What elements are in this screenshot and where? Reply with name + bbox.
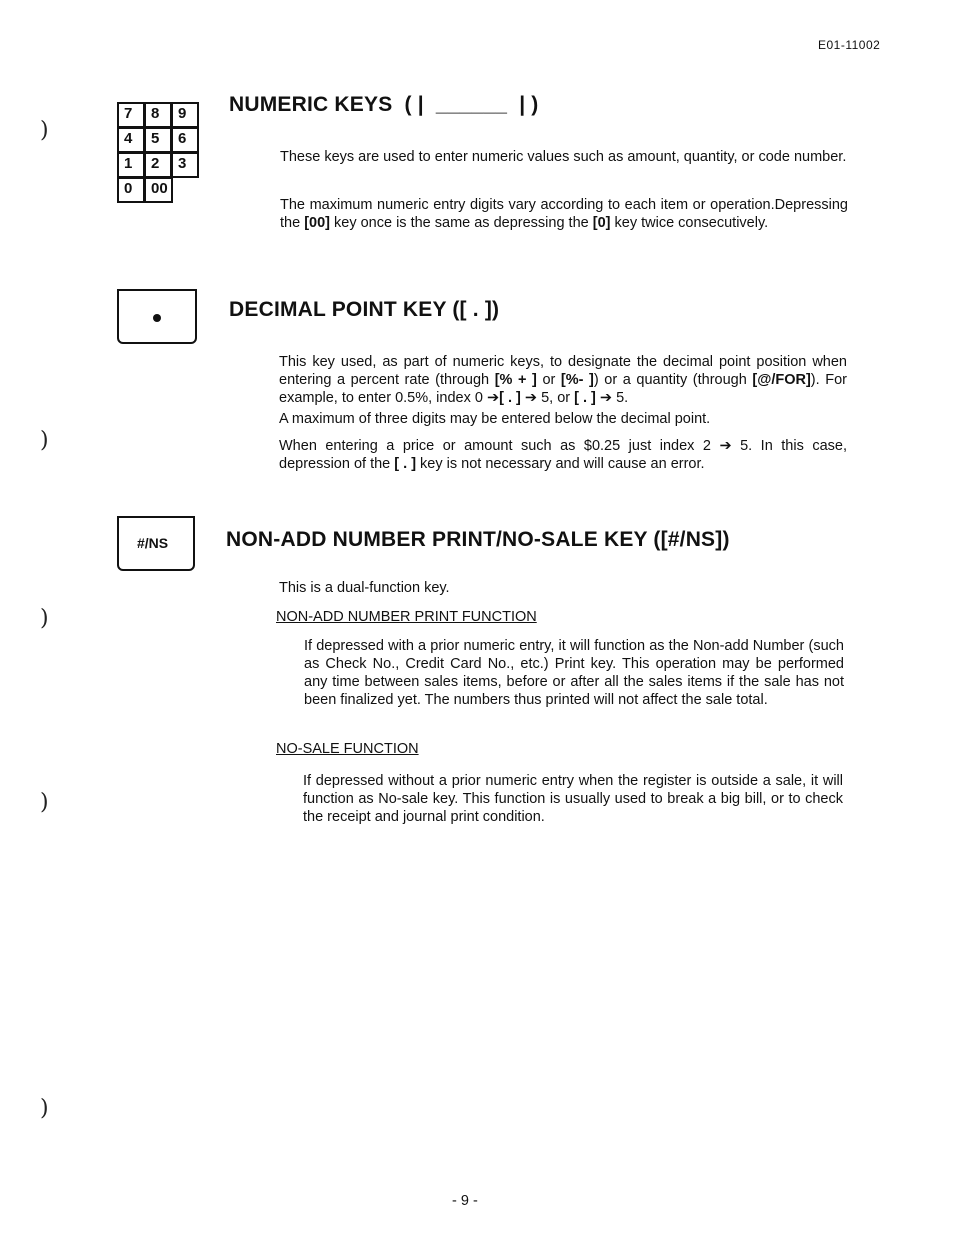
keypad-key: 7 bbox=[117, 102, 145, 128]
keypad-key: 9 bbox=[171, 102, 199, 128]
section-title-numeric-keys: NUMERIC KEYS ( | ______ | ) bbox=[229, 93, 539, 116]
document-id: E01-11002 bbox=[818, 38, 881, 52]
arrow-icon: ➔ bbox=[524, 390, 538, 406]
numeric-keypad-icon bbox=[117, 102, 199, 204]
arrow-icon: ➔ bbox=[486, 390, 500, 406]
non-add-intro: This is a dual-function key. bbox=[279, 580, 450, 596]
keypad-key: 3 bbox=[171, 152, 199, 178]
numeric-keys-paragraph-2: The maximum numeric entry digits vary according to each item or operation.Depressing the [00] key once is the same as depressing the [0] key twice consecutively. bbox=[280, 197, 848, 231]
arrow-icon: ➔ bbox=[719, 438, 732, 454]
margin-mark: ) bbox=[40, 790, 49, 815]
keypad-key: 2 bbox=[144, 152, 172, 178]
subsection-title-non-add-print: NON-ADD NUMBER PRINT FUNCTION bbox=[276, 609, 537, 625]
keypad-key: 00 bbox=[144, 177, 173, 203]
keypad-key: 6 bbox=[171, 127, 199, 153]
keypad-key: 1 bbox=[117, 152, 145, 178]
margin-mark: ) bbox=[40, 118, 49, 143]
keypad-key: 5 bbox=[144, 127, 172, 153]
non-add-key-icon bbox=[117, 516, 195, 571]
subsection-title-no-sale: NO-SALE FUNCTION bbox=[276, 741, 419, 757]
page-number: - 9 - bbox=[452, 1193, 478, 1209]
decimal-point-line-4: A maximum of three digits may be entered below the decimal point. bbox=[279, 411, 711, 427]
decimal-dot-icon bbox=[153, 314, 161, 322]
decimal-point-paragraph-1: This key used, as part of numeric keys, to designate the decimal point position when entering a percent rate (through [% + ] or [%- ]) or a quantity (through [@/FOR]). For example, to enter 0.5%, index 0 ➔[ . ] ➔ 5, or [ . ] ➔ 5. bbox=[279, 354, 847, 406]
section-title-non-add: NON-ADD NUMBER PRINT/NO-SALE KEY ([#/NS]) bbox=[226, 528, 730, 551]
arrow-icon: ➔ bbox=[599, 390, 613, 406]
non-add-print-paragraph: If depressed with a prior numeric entry, it will function as the Non-add Number (such as Check No., Credit Card No., etc.) Print key. This operation may be performed any time between sales items, before or after all the sales items if the sale has not been finalized yet. The numbers thus printed will not affect the sale total. bbox=[304, 638, 844, 708]
keypad-key: 0 bbox=[117, 177, 145, 203]
decimal-point-paragraph-2: When entering a price or amount such as $0.25 just index 2 ➔ 5. In this case, depression of the [ . ] key is not necessary and will cause an error. bbox=[279, 438, 847, 472]
keypad-key: 8 bbox=[144, 102, 172, 128]
section-title-decimal-point: DECIMAL POINT KEY ([ . ]) bbox=[229, 298, 500, 321]
keypad-key: 4 bbox=[117, 127, 145, 153]
decimal-point-key-icon bbox=[117, 289, 197, 344]
no-sale-paragraph: If depressed without a prior numeric entry when the register is outside a sale, it will function as No-sale key. This function is usually used to break a big bill, or to check the receipt and journal print condition. bbox=[303, 773, 843, 825]
ns-key-label: #/NS bbox=[137, 535, 169, 551]
margin-mark: ) bbox=[40, 428, 49, 453]
margin-mark: ) bbox=[40, 606, 49, 631]
margin-mark: ) bbox=[40, 1096, 49, 1121]
numeric-keys-paragraph-1: These keys are used to enter numeric values such as amount, quantity, or code number. bbox=[280, 149, 847, 165]
